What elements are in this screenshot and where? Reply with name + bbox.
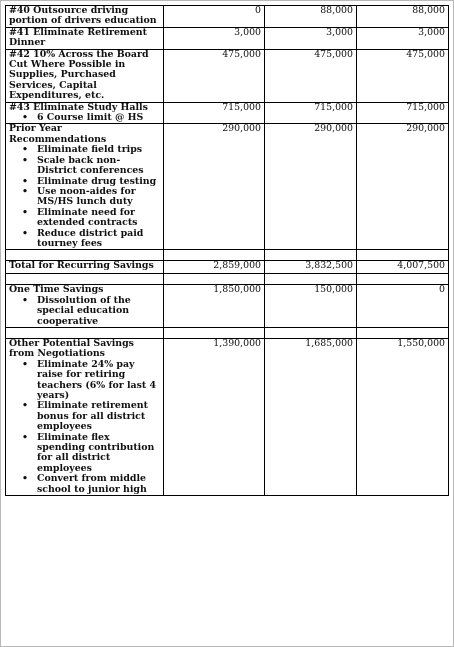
- row-value: 475,000: [265, 49, 357, 102]
- row-label: Other Potential Savings from Negotiations • Eliminate 24% pay raise for retiring teachers (6% for last 4 years) • Eliminate retirement bonus for all district employees • Eliminate flex spending contribution for all district employees • Convert from middle school to junior high: [6, 338, 164, 495]
- total-row: [6, 261, 449, 274]
- row-value: 3,000: [357, 27, 449, 49]
- table-row: [6, 6, 449, 28]
- total-label: Total for Recurring Savings: [6, 261, 164, 274]
- row-value: 88,000: [265, 6, 357, 28]
- total-value: 4,007,500: [357, 261, 449, 274]
- list-item: • Convert from middle school to junior high: [9, 474, 160, 495]
- row-value: 150,000: [265, 285, 357, 328]
- list-item: • Eliminate need for extended contracts: [9, 208, 160, 229]
- row-value: 290,000: [265, 124, 357, 250]
- bullet-list: [9, 360, 160, 495]
- total-value: 3,832,500: [265, 261, 357, 274]
- row-value: 290,000: [357, 124, 449, 250]
- savings-table: [5, 5, 449, 496]
- list-item: • Eliminate 24% pay raise for retiring teachers (6% for last 4 years): [9, 360, 160, 402]
- row-value: 475,000: [164, 49, 265, 102]
- bullet-list: [9, 296, 160, 327]
- spacer-row: [6, 274, 449, 285]
- row-value: 715,000: [265, 102, 357, 124]
- row-value: 1,390,000: [164, 338, 265, 495]
- row-label: #40 Outsource driving portion of drivers education: [6, 6, 164, 28]
- row-value: 715,000: [357, 102, 449, 124]
- row-value: 3,000: [164, 27, 265, 49]
- bullet-list: [9, 113, 160, 123]
- row-label: #43 Eliminate Study Halls • 6 Course limit @ HS: [6, 102, 164, 124]
- list-item: • Eliminate field trips: [9, 145, 160, 155]
- list-item: • 6 Course limit @ HS: [9, 113, 160, 123]
- list-item: • Eliminate retirement bonus for all district employees: [9, 401, 160, 432]
- table-row: [6, 27, 449, 49]
- row-value: 290,000: [164, 124, 265, 250]
- list-item: • Use noon-aides for MS/HS lunch duty: [9, 187, 160, 208]
- row-value: 1,850,000: [164, 285, 265, 328]
- spacer-row: [6, 327, 449, 338]
- list-item: • Scale back non-District conferences: [9, 156, 160, 177]
- table-row: [6, 338, 449, 495]
- bullet-list: [9, 145, 160, 249]
- total-value: 2,859,000: [164, 261, 265, 274]
- row-value: 715,000: [164, 102, 265, 124]
- table-row: [6, 102, 449, 124]
- row-value: 0: [164, 6, 265, 28]
- row-value: 475,000: [357, 49, 449, 102]
- table-row: [6, 285, 449, 328]
- table-row: [6, 49, 449, 102]
- list-item: • Eliminate drug testing: [9, 177, 160, 187]
- row-label: #42 10% Across the Board Cut Where Possible in Supplies, Purchased Services, Capital Expenditures, etc.: [6, 49, 164, 102]
- list-item: • Dissolution of the special education cooperative: [9, 296, 160, 327]
- row-value: 3,000: [265, 27, 357, 49]
- row-value: 1,550,000: [357, 338, 449, 495]
- table-row: [6, 124, 449, 250]
- row-label: Prior Year Recommendations • Eliminate field trips • Scale back non-District conferences • Eliminate drug testing • Use noon-aides for MS/HS lunch duty • Eliminate need for extended contracts • Reduce district paid tourney fees: [6, 124, 164, 250]
- list-item: • Eliminate flex spending contribution for all district employees: [9, 433, 160, 475]
- row-value: 0: [357, 285, 449, 328]
- row-value: 1,685,000: [265, 338, 357, 495]
- row-label: #41 Eliminate Retirement Dinner: [6, 27, 164, 49]
- row-label: One Time Savings • Dissolution of the special education cooperative: [6, 285, 164, 328]
- list-item: • Reduce district paid tourney fees: [9, 229, 160, 250]
- row-value: 88,000: [357, 6, 449, 28]
- spacer-row: [6, 250, 449, 261]
